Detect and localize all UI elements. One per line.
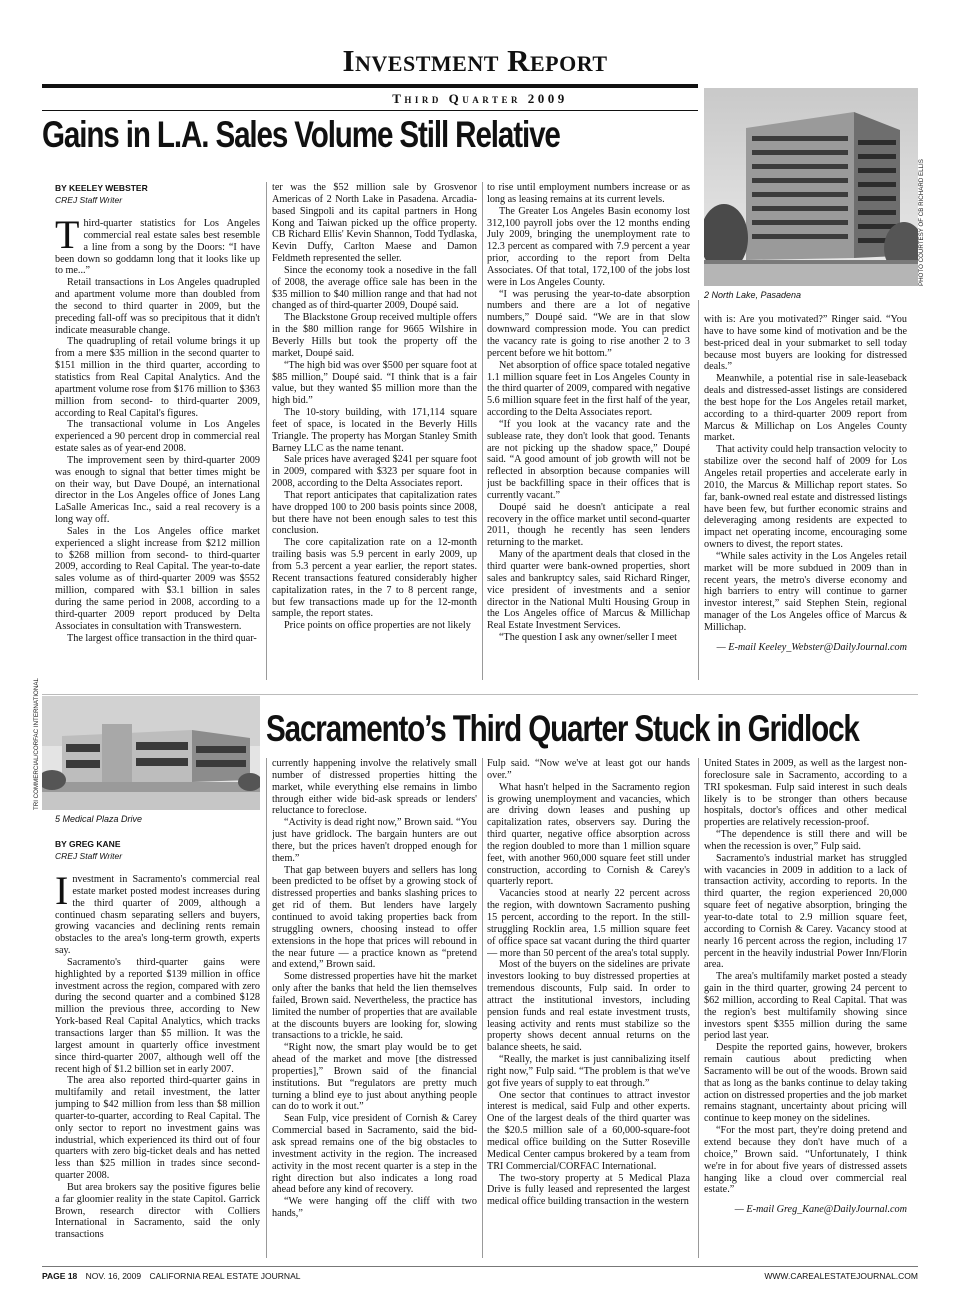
paragraph: The Blackstone Group received multiple offers in the $80 million range for 9665 Wilshire in Beverly Hills but took the property off the market, Doupé said. [272,312,477,359]
column-divider [482,182,483,680]
article1-dropcap: T [55,212,80,257]
section-masthead [330,44,620,78]
paragraph: Net absorption of office space totaled negative 1.1 million square feet in Los Angeles County in the third quarter of 2009, compared with negative 5.6 million square feet in the first half of the year, according to the Delta Associates report. [487,359,690,419]
article1-column-3 [487,182,690,682]
paragraph: “If you look at the vacancy rate and the sublease rate, they don't look that good. Tenants are not picking up the shadow space,” Doupé said. “A good amount of job growth will not be reflected in absorption because companies will just be backfilling space in their offices that is currently vacant.” [487,418,690,501]
paragraph: The two-story property at 5 Medical Plaza Drive is fully leased and represented the largest medical office building transaction in the western [487,1172,690,1208]
article2-dropcap: I [55,868,69,913]
article1-headline: Gains in L.A. Sales Volume Still Relative [42,114,560,155]
paragraph: “I was perusing the year-to-date absorption numbers and there are a lot of negative numbers,” Doupé said. “We are in that slow downward compression mode. You can predict the vacancy rate is going to rise another 2 to 3 percent before we hit bottom.” [487,288,690,359]
paragraph: The area also reported third-quarter gains in multifamily and retail investment, the latter jumping to $42 million from less than $8 million quarter-to-quarter, according to Real Capital. The only sector to report no investment gains was industrial, which experienced its third out of four quarters with zero big-ticket deals and has netted less than $25 million in trades since second-quarter 2008. [55,1075,260,1182]
article2-photo [42,696,260,810]
article2-column-3 [487,758,690,1262]
article1-photo [704,88,918,286]
paragraph: Retail transactions in Los Angeles quadrupled and apartment volume more than doubled from the second to third quarter in 2009, but the preceding fall-off was so precipitous that it didn't indicate measurable change. [55,277,260,336]
article1-byline: BY KEELEY WEBSTER [55,183,148,193]
paragraph: That gap between buyers and sellers has long been predicted to be offset by a growing stock of distressed properties and banks slashing prices to get rid of them. But lenders have largely continued to avoid taking properties back from struggling owners, choosing instead to offer extensions in the hope that prices will rebound in the near future — a practice known as “pretend and extend,” Brown said. [272,864,477,971]
paragraph: That report anticipates that capitalization rates have dropped 100 to 200 basis points since 2008, but there have not been enough sales to test this conclusion. [272,489,477,537]
paragraph: to rise until employment numbers increase or as long as leasing remains at its current levels. [487,182,690,205]
paragraph: “Activity is dead right now,” Brown said. “You just have gridlock. The bargain hunters are out there, but the prices haven't dropped enough for them.” [272,817,477,864]
paragraph: Most of the buyers on the sidelines are private investors looking to buy distressed properties at tremendous discounts, Fulp said. In order to attract the institutional investors, including pension funds and real estate investment trusts, leasing activity and rents must stabilize so the property shows decent annual returns on the balance sheets, he said. [487,959,690,1054]
paragraph: with is: Are you motivated?” Ringer said. “You have to have some kind of motivation and be the best-priced deal in your submarket to sell today because most buyers are looking for distressed deals.” [704,314,907,373]
column-divider [266,182,267,680]
medical-building-image [42,696,260,810]
paragraph: currently happening involve the relatively small number of distressed properties hitting the market, while everything else remains in limbo through either wide bid-ask spreads or lenders' reluctance to foreclose. [272,758,477,817]
article1-signature: — E-mail Keeley_Webster@DailyJournal.com [716,641,907,653]
paragraph: Fulp said. “Now we've at least got our hands over.” [487,758,690,781]
paragraph: United States in 2009, as well as the largest non-foreclosure sale in Sacramento, according to a TRI spokesman. Fulp said interest in such deals likely is to be stronger than others because hospitals, doctor's offices and other medical properties are relatively recession-proof. [704,758,907,829]
masthead-subrule [42,110,698,111]
paragraph: What hasn't helped in the Sacramento region is growing unemployment and vacancies, which are driving down leases and pushing up capitalization rates, observers say. During the third quarter, negative office absorption across the region doubled to more than 1 million square feet, with another 960,000 square feet still under construction, according to Cornish & Carey's quarterly report. [487,781,690,888]
paragraph: But area brokers say the positive figures belie a far gloomier reality in the state Capitol. Garrick Brown, research director with Colliers International in Sacramento, said the only transactions [55,1181,260,1241]
article2-photo-caption: 5 Medical Plaza Drive [55,814,143,824]
paragraph: The transactional volume in Los Angeles experienced a 90 percent drop in commercial real estate sales as of year-end 2008. [55,419,260,455]
column-divider [698,758,699,1258]
footer-rule [42,1266,918,1267]
paragraph: “The question I ask any owner/seller I meet [499,632,677,644]
article2-column-1 [55,838,260,1262]
column-divider [266,758,267,1258]
paragraph: “The dependence is still there and will be when the recession is over,” Fulp said. [704,829,907,852]
article2-byline: BY GREG KANE [55,839,121,849]
article1-byline-role: CREJ Staff Writer [55,195,123,205]
website-link[interactable]: WWW.CAREALESTATEJOURNAL.COM [764,1271,918,1281]
paragraph: The largest office transaction in the third quar- [67,632,257,644]
paragraph: Sale prices have averaged $241 per square foot in 2009, compared with $323 per square foot in 2008, according to the Delta Associates report. [272,454,477,490]
paragraph: Sales in the Los Angeles office market experienced a slight increase from $212 million to $268 million from second- to third-quarter 2009, according to Real Capital. The year-to-date sales volume as of third-quarter 2009 was $552 million, compared with $3.1 billion in sales during the same period in 2008, according to a third-quarter 2009 report produced by Delta Associates in consultation with Transwestern. [55,525,260,632]
paragraph: Meanwhile, a potential rise in sale-leaseback deals and distressed-asset listings are considered the best hope for the Los Angeles retail market, according to a third-quarter 2009 report from Marcus & Millichap on Los Angeles County market. [704,373,907,444]
paragraph: hird-quarter statistics for Los Angeles commercial real estate sales best resemble a line from a song by the Doors: “I have been down so goddamn long that it looks like up to me...” [55,218,260,277]
article2-photo-credit: TRI COMMERCIAL/CORFAC INTERNATIONAL [33,678,40,810]
paragraph: Sacramento's industrial market has struggled with vacancies in 2009 in addition to a lack of transaction activity, according to reports. In the third quarter, the region experienced 20,000 square feet of negative absorption, bringing the year-to-date total to 2.9 million square feet, according to Cornish & Carey. Vacancy stood at nearly 16 percent across the region, including 17 percent in the heavily industrial Power Inn/Florin area. [704,852,907,971]
paragraph: Doupé said he doesn't anticipate a real recovery in the office market until second-quarter 2011, though he recently has seen lenders returning to the market. [487,501,690,549]
paragraph: Vacancies stood at nearly 22 percent across the region, with downtown Sacramento pushing 15 percent, according to the report. In the still-struggling Rocklin area, 1.5 million square feet of office space sat vacant during the third quarter — more than 50 percent of the area's total supply. [487,888,690,959]
article2-headline: Sacramento’s Third Quarter Stuck in Gridlock [266,708,859,749]
paragraph: Sean Fulp, vice president of Cornish & Carey Commercial based in Sacramento, said the bid-ask spread remains one of the big obstacles to investment activity in the region. The increased activity in the most recent quarter is a step in the right direction but also indicates a long road ahead before any kind of recovery. [272,1113,477,1196]
paragraph: Price points on office properties are not likely [284,620,471,632]
paragraph: “For the most part, they're doing pretend and extend because they don't have much of a choice,” Brown said. “Unfortunately, I think we're in for about five years of distressed assets hanging like a cloud over commercial real estate.” [704,1125,907,1196]
article2-byline-role: CREJ Staff Writer [55,851,123,861]
publication-name: CALIFORNIA REAL ESTATE JOURNAL [149,1271,301,1281]
section-title: Investment Report [342,43,608,78]
paragraph: The core capitalization rate on a 12-month trailing basis was 5.9 percent in early 2009, up from 5.3 percent a year earlier, the report states. Recent transactions featured considerably higher capitalization rates, in the 7 to 8 percent range, but few transactions made up for the 12-month sample, the report states. [272,537,477,620]
article1-photo-caption: 2 North Lake, Pasadena [704,290,802,300]
office-building-image [704,88,918,286]
paragraph: The improvement seen by third-quarter 2009 was enough to signal that better times might be on their way, but Dave Doupé, an international director in the Los Angeles office of Jones Lang LaSalle Americas Inc., said a real recovery is a long way off. [55,454,260,526]
paragraph: Some distressed properties have hit the market only after the banks that held the lien themselves failed, Brown said. Nevertheless, the practice has limited the number of properties that are available at the discounts buyers are looking for, slowing transactions to a trickle, he said. [272,971,477,1042]
paragraph: The Greater Los Angeles Basin economy lost 312,100 payroll jobs over the 12 months ending July 2009, bringing the unemployment rate to 12.3 percent as compared with 7.9 percent a year prior, according to the report from Delta Associates. Of that total, 172,100 of the jobs lost were in Los Angeles County. [487,205,690,288]
section-subtitle: Third Quarter 2009 [392,91,568,106]
article2-signature: — E-mail Greg_Kane@DailyJournal.com [734,1204,907,1216]
paragraph: That activity could help transaction velocity to stabilize over the second half of 2009 for Los Angeles retail properties and accelerate early in 2010, the Marcus & Millichap report states. So far, bank-owned real estate and distressed listings have been few, but further economic strains and deleveraging among residents are expected to impact net operating income, encouraging some owners to divest, the report states. [704,444,907,551]
issue-date: NOV. 16, 2009 [85,1271,142,1281]
paragraph: “We were hanging off the cliff with two hands,” [272,1196,477,1220]
paragraph: nvestment in Sacramento's commercial real estate market posted modest increases during the third quarter of 2009, although a continued chasm separating sellers and buyers, growing vacancies and declining rents remain obstacles to the area's long-term growth, experts say. [55,874,260,957]
paragraph: “While sales activity in the Los Angeles retail market will be more subdued in 2009 than in recent years, the metro's diverse economy and high barriers to entry will continue to garner investor interest,” said Stephen Stein, regional manager of the Los Angeles office of Marcus & Millichap. [704,550,907,633]
article1-column-2 [272,182,477,682]
article1-photo-credit: PHOTO COURTESY OF CB RICHARD ELLIS [918,159,925,286]
paragraph: The quadrupling of retail volume brings it up from a mere $35 million in the second quarter to $151 million in the third quarter, according to statistics from Real Capital Analytics. And the apartment volume rose from $176 million to $363 million from second- to third-quarter 2009, according to Real Capital's figures. [55,336,260,419]
paragraph: The area's multifamily market posted a steady gain in the third quarter, growing 24 percent to $62 million, according to Real Capital. That was the region's best multifamily showing since investors spent $355 million during the same period last year. [704,971,907,1042]
paragraph: Since the economy took a nosedive in the fall of 2008, the average office sale has been in the $35 million to $40 million range and that had not changed as of third-quarter 2009, Doupé said. [272,264,477,312]
masthead-rule [42,84,698,88]
paragraph: “Really, the market is just cannibalizing itself right now,” Fulp said. “The problem is that we've got five years of supply to eat through.” [487,1054,690,1089]
paragraph: ter was the $52 million sale by Grosvenor Americas of 2 North Lake in Pasadena. Arcadia-based Singpoli and its capital partners in Hong Kong and Taiwan picked up the office property. CB Richard Ellis' Kevin Shannon, Todd Tydlaska, Kevin Duffy, Carlton Maese and Damon Feldmeth represented the seller. [272,182,477,265]
column-divider [482,758,483,1258]
paragraph: The 10-story building, with 171,114 square feet of space, is located in the Beverly Hills Triangle. The property has Morgan Stanley Smith Barney LLC as the name tenant. [272,407,477,454]
article2-column-4 [704,758,907,1262]
article1-column-1 [55,182,260,682]
paragraph: Despite the reported gains, however, brokers remain cautious about predicting when Sacramento will be out of the woods. Brown said that as long as the banks continue to delay taking action on distressed properties and the job market remains stagnant, uncertainty about pricing will continue to keep money on the sidelines. [704,1042,907,1125]
footer-left [42,1271,300,1281]
page-number: PAGE 18 [42,1271,78,1281]
paragraph: Sacramento's third-quarter gains were highlighted by a reported $139 million in office investment across the region, compared with zero during the second quarter and a combined $128 million the previous three, according to New York-based Real Capital Analytics, which tracks transactions larger than $5 million. It was the largest amount in quarterly office investment since third-quarter 2007, although well off the recent high of $1.2 billion set in early 2007. [55,956,260,1075]
article2-column-2 [272,758,477,1262]
paragraph: “Right now, the smart play would be to get ahead of the market and move [the distressed properties],” Brown said of the financial institutions. But “regulators are pretty much turning a blind eye to just about anything people can do to work it out.” [272,1042,477,1113]
article-divider [42,694,918,695]
paragraph: Many of the apartment deals that closed in the third quarter were bank-owned properties, short sales and bankruptcy sales, said Richard Ringer, vice president of investments and a senior director in the National Multi Housing Group in the Los Angeles office of Marcus & Millichap Real Estate Investment Services. [487,549,690,632]
article1-column-4 [704,314,907,684]
paragraph: One sector that continues to attract investor interest is medical, said Fulp and other experts. One of the largest deals of the third quarter was the $20.5 million sale of a 60,000-square-foot medical office building on the Sutter Roseville Medical Center campus brokered by a team from TRI Commercial/CORFAC International. [487,1089,690,1172]
paragraph: “The high bid was over $500 per square foot at $85 million,” Doupé said. “I think that is a fair value, but they wanted $5 million more than the high bid.” [272,359,477,407]
column-divider [698,300,699,680]
